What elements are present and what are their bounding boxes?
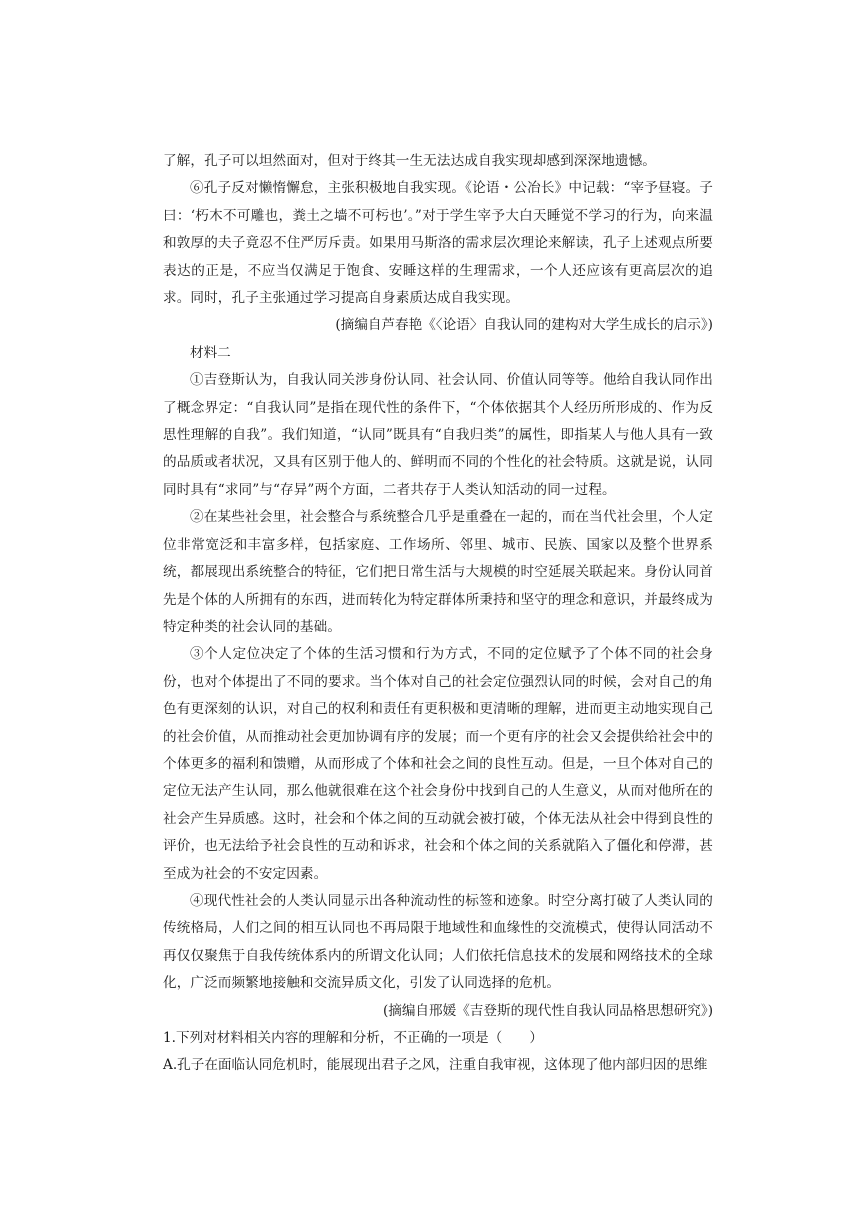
material2-heading: 材料二 <box>190 344 231 361</box>
question1-stem: 1.下列对材料相关内容的理解和分析，不正确的一项是（ ） <box>163 1030 543 1046</box>
document-body <box>163 148 713 1080</box>
material2-paragraph2: ②在某些社会里，社会整合与系统整合几乎是重叠在一起的，而在当代社会里，个人定位非常宽泛和丰富多样，包括家庭、工作场所、邻里、城市、民族、国家以及整个世界系统，都展现出系统整合的特征，它们把日常生活与大规模的时空延展关联起来。身份认同首先是个体的人所拥有的东西，进而转化为特定群体所秉持和坚守的理念和意识，并最终成为特定种类的社会认同的基础。 <box>163 509 713 635</box>
material1-paragraph5-tail: 了解，孔子可以坦然面对，但对于终其一生无法达成自我实现却感到深深地遗憾。 <box>163 153 656 169</box>
material2-paragraph3: ③个人定位决定了个体的生活习惯和行为方式，不同的定位赋予了个体不同的社会身份，也对个体提出了不同的要求。当个体对自己的社会定位强烈认同的时候，会对自己的角色有更深刻的认识，对自己的权利和责任有更积极和更清晰的理解，进而更主动地实现自己的社会价值，从而推动社会更加协调有序的发展；而一个更有序的社会又会提供给社会中的个体更多的福利和馈赠，从而形成了个体和社会之间的良性互动。但是，一旦个体对自己的定位无法产生认同，那么他就很难在这个社会身份中找到自己的人生意义，从而对他所在的社会产生异质感。这时，社会和个体之间的互动就会被打破，个体无法从社会中得到良性的评价，也无法给予社会良性的互动和诉求，社会和个体之间的关系就陷入了僵化和停滞，甚至成为社会的不安定因素。 <box>163 646 713 882</box>
material2-paragraph4: ④现代性社会的人类认同显示出各种流动性的标签和迹象。时空分离打破了人类认同的传统格局，人们之间的相互认同也不再局限于地域性和血缘性的交流模式，使得认同活动不再仅仅聚焦于自我传统体系内的所谓文化认同；人们依托信息技术的发展和网络技术的全球化，广泛而频繁地接触和交流异质文化，引发了认同选择的危机。 <box>163 892 713 992</box>
material1-paragraph6: ⑥孔子反对懒惰懈怠，主张积极地自我实现。《论语・公冶长》中记载：“宰予昼寝。子曰：‘朽木不可雕也，粪土之墙不可杇也’。”对于学生宰予大白天睡觉不学习的行为，向来温和敦厚的夫子竟忍不住严厉斥责。如果用马斯洛的需求层次理论来解读，孔子上述观点所要表达的正是，不应当仅满足于饱食、安睡这样的生理需求，一个人还应该有更高层次的追求。同时，孔子主张通过学习提高自身素质达成自我实现。 <box>163 180 713 307</box>
question1-option-a: A.孔子在面临认同危机时，能展现出君子之风，注重自我审视，这体现了他内部归因的思维 <box>163 1057 708 1074</box>
material1-source: (摘编自芦春艳《〈论语〉自我认同的建构对大学生成长的启示》) <box>335 317 713 334</box>
material2-source: (摘编自邢媛《吉登斯的现代性自我认同品格思想研究》) <box>382 1002 713 1019</box>
material2-paragraph1: ①吉登斯认为，自我认同关涉身份认同、社会认同、价值认同等等。他给自我认同作出了概念界定：“自我认同”是指在现代性的条件下，“个体依据其个人经历所形成的、作为反思性理解的自我”。我们知道，“认同”既具有“自我归类”的属性，即指某人与他人具有一致的品质或者状况，又具有区别于他人的、鲜明而不同的个性化的社会特质。这就是说，认同同时具有“求同”与“存异”两个方面，二者共存于人类认知活动的同一过程。 <box>163 372 713 498</box>
